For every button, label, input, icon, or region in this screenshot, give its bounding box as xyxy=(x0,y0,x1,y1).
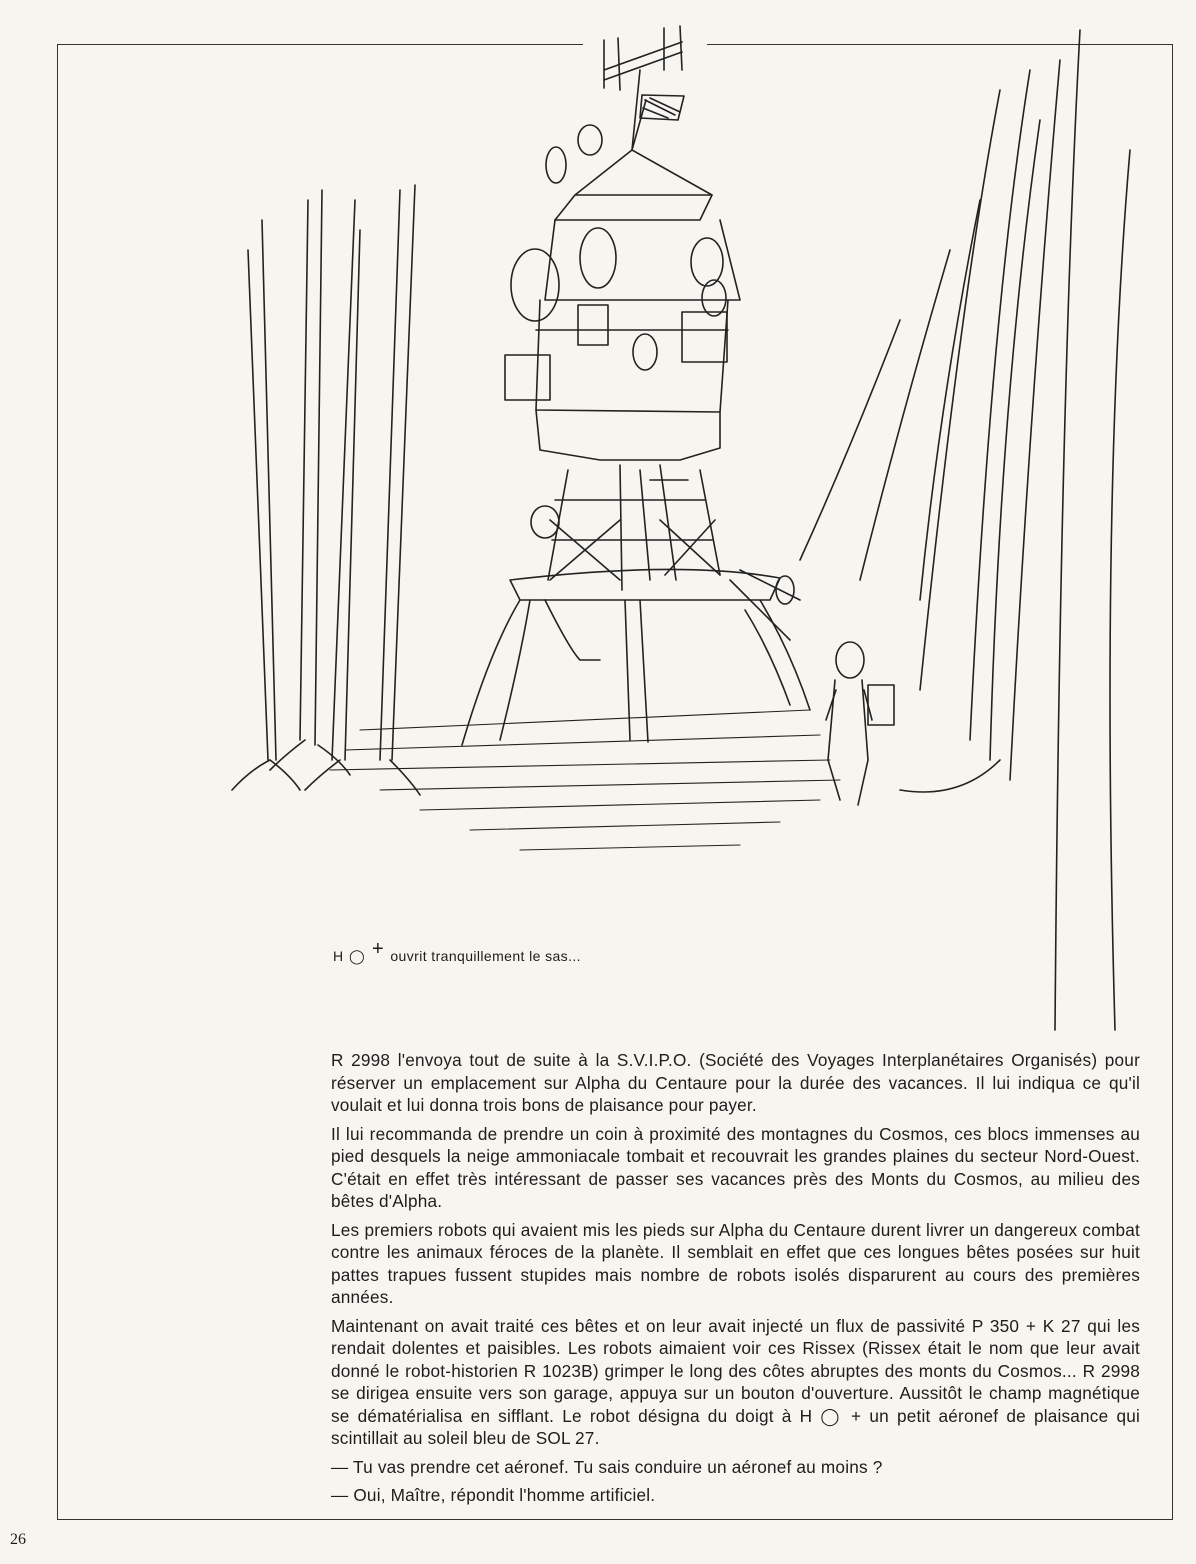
page-number: 26 xyxy=(10,1531,26,1548)
antenna-drawing xyxy=(546,26,684,183)
caption-robot-symbol: H ◯ xyxy=(333,948,366,964)
human-figure xyxy=(776,576,894,805)
caption-text: ouvrit tranquillement le sas... xyxy=(390,948,581,964)
body-text xyxy=(331,1049,1140,1513)
dialog-line-1: — Tu vas prendre cet aéronef. Tu sais conduire un aéronef au moins ? xyxy=(331,1456,883,1477)
caption-plus: + xyxy=(371,938,385,960)
ship-legs xyxy=(462,465,810,745)
rock-curtains-right xyxy=(800,30,1130,1030)
paragraph-1: R 2998 l'envoya tout de suite à la S.V.I.P.O. (Société des Voyages Interplanétaires Organisés) pour réserver un emplacement sur Alpha du Centaure pour la durée des vacances. Il lui indiqua ce qu'il voulait et lui donna trois bons de plaisance pour payer. xyxy=(331,1050,1140,1115)
dialog-line-2: — Oui, Maître, répondit l'homme artificiel. xyxy=(331,1485,656,1505)
ship-upper xyxy=(511,150,740,321)
trees-left xyxy=(232,185,420,795)
illustration-caption xyxy=(333,938,581,965)
paragraph-2: Il lui recommanda de prendre un coin à proximité des montagnes du Cosmos, ces blocs immenses au pied desquels la neige ammoniacale tombait et recouvrait les grandes plaines du secteur Nord-Ouest. C'était en effet très intéressant de passer ses vacances près des Monts du Cosmos, au milieu des bêtes d'Alpha. xyxy=(331,1123,1140,1211)
paragraph-4: Maintenant on avait traité ces bêtes et on leur avait injecté un flux de passivité P 350 + K 27 qui les rendait dolentes et paisibles. Les robots aimaient voir ces Rissex (Rissex était le nom que leur avait donné le robot-historien R 1023B) grimper le long des côtes abruptes des monts du Cosmos... R 2998 se dirigea ensuite vers son garage, appuya sur un bouton d'ouverture. Aussitôt le champ magnétique se dématérialisa en sifflant. Le robot désigna du doigt à H ◯ + un petit aéronef de plaisance qui scintillait au soleil bleu de SOL 27. xyxy=(331,1315,1140,1448)
paragraph-3: Les premiers robots qui avaient mis les pieds sur Alpha du Centaure durent livrer un dangereux combat contre les animaux féroces de la planète. Il semblait en effet que ces longues bêtes posées sur huit pattes trapues fussent stupides mais nombre de robots isolés disparurent au cours des premières années. xyxy=(331,1219,1140,1307)
ground-hatching xyxy=(330,710,840,850)
ship-middle xyxy=(505,300,728,460)
